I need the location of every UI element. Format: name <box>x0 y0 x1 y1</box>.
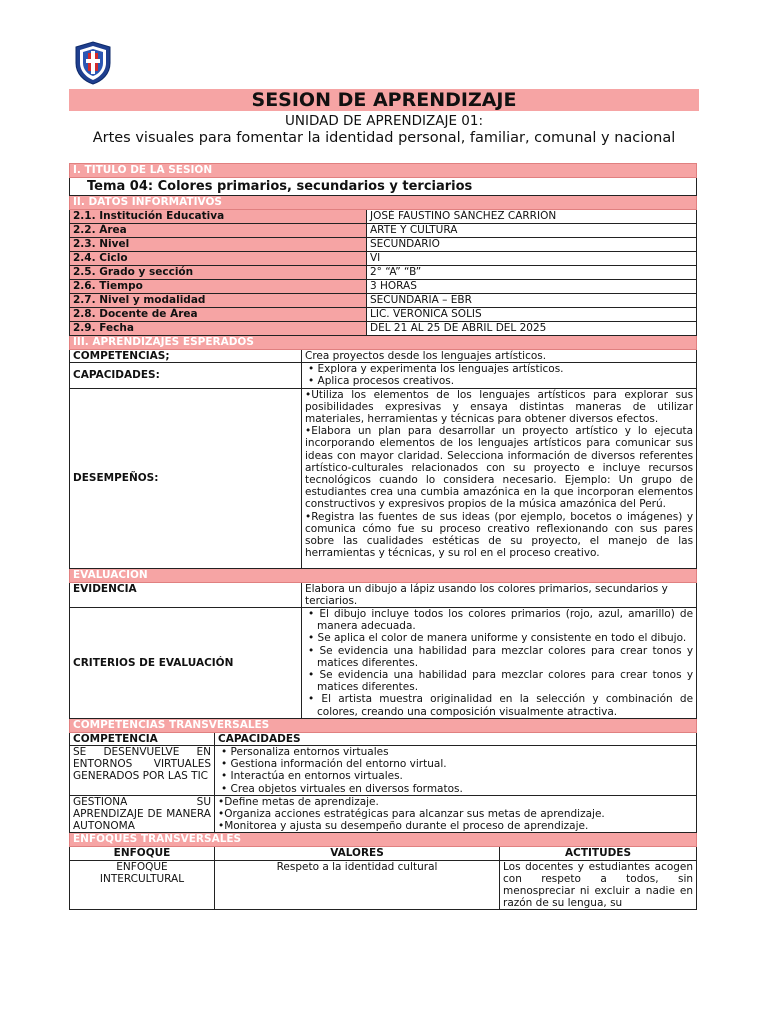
datos-value: 2° “A” “B” <box>367 266 697 280</box>
transversal-competencia: SE DESENVUELVE EN ENTORNOS VIRTUALES GENERADOS POR LAS TIC <box>70 746 215 796</box>
transversal-capacidad-item: • Gestiona información del entorno virtual. <box>221 758 447 771</box>
page-title: SESION DE APRENDIZAJE <box>251 89 517 111</box>
desempeno-item: •Registra las fuentes de sus ideas (por ejemplo, bocetos o imágenes) y comunica cómo fue su proceso creativo reflexionando con sus pares sobre las cualidades estéticas de su proyecto, el manejo de las herramientas y técnicas, y su rol en el proceso creativo. <box>305 510 694 560</box>
datos-row <box>70 280 697 294</box>
datos-value: ARTE Y CULTURA <box>367 224 697 238</box>
enfoque-row <box>70 860 697 910</box>
transversal-capacidad-item: • Crea objetos virtuales en diversos formatos. <box>221 782 463 795</box>
datos-row <box>70 266 697 280</box>
criterios-label: CRITERIOS DE EVALUACIÓN <box>70 608 302 719</box>
datos-value: VI <box>367 252 697 266</box>
session-table <box>69 163 697 910</box>
school-shield-logo <box>74 41 112 85</box>
unit-subtitle: Artes visuales para fomentar la identidad personal, familiar, comunal y nacional <box>92 130 676 146</box>
competencias-value: Crea proyectos desde los lenguajes artísticos. <box>302 350 697 363</box>
datos-label: 2.4. Ciclo <box>70 252 367 266</box>
datos-label: 2.6. Tiempo <box>70 280 367 294</box>
datos-value: JOSÉ FAUSTINO SÁNCHEZ CARRIÓN <box>367 210 697 224</box>
datos-row <box>70 210 697 224</box>
transversal-capacidad-item: •Organiza acciones estratégicas para alcanzar sus metas de aprendizaje. <box>218 808 605 821</box>
datos-label: 2.9. Fecha <box>70 322 367 336</box>
transversal-capacidades <box>215 746 697 796</box>
capacidad-item: • Explora y experimenta los lenguajes artísticos. <box>308 363 564 376</box>
transversal-row <box>70 746 697 796</box>
capacidades-column-header: CAPACIDADES <box>215 732 697 745</box>
criterio-item: • El artista muestra originalidad en la selección y combinación de colores, creando una composición visualmente atractiva. <box>308 693 694 718</box>
datos-row <box>70 308 697 322</box>
datos-label: 2.8. Docente de Área <box>70 308 367 322</box>
enfoque-actitudes: Los docentes y estudiantes acogen con respeto a todos, sin menospreciar ni excluir a nadie en razón de su lengua, su <box>500 860 697 910</box>
desempenos-label: DESEMPEÑOS: <box>70 388 302 568</box>
datos-label: 2.5. Grado y sección <box>70 266 367 280</box>
datos-value: LIC. VERÓNICA SOLIS <box>367 308 697 322</box>
section-evaluacion-header: EVALUACION <box>70 568 697 582</box>
section-enfoques-header: ENFOQUES TRANSVERSALES <box>70 833 697 847</box>
transversal-row <box>70 795 697 833</box>
transversal-capacidad-item: • Interactúa en entornos virtuales. <box>221 770 403 783</box>
section-datos-header: II. DATOS INFORMATIVOS <box>70 196 697 210</box>
transversal-capacidad-item: •Monitorea y ajusta su desempeño durante el proceso de aprendizaje. <box>218 820 589 833</box>
desempenos-list <box>302 388 697 568</box>
enfoque-column-header: ENFOQUE <box>70 847 215 860</box>
capacidad-item: • Aplica procesos creativos. <box>308 375 455 388</box>
datos-row <box>70 252 697 266</box>
valores-column-header: VALORES <box>215 847 500 860</box>
datos-label: 2.1. Institución Educativa <box>70 210 367 224</box>
criterio-item: • Se evidencia una habilidad para mezclar colores para crear tonos y matices diferentes. <box>308 669 694 694</box>
datos-label: 2.3. Nivel <box>70 238 367 252</box>
actitudes-column-header: ACTITUDES <box>500 847 697 860</box>
evidencia-value: Elabora un dibujo a lápiz usando los colores primarios, secundarios y terciarios. <box>302 582 697 607</box>
datos-label: 2.2. Área <box>70 224 367 238</box>
criterio-item: • El dibujo incluye todos los colores primarios (rojo, azul, amarillo) de manera adecuada. <box>308 608 694 633</box>
capacidades-list <box>302 363 697 388</box>
evidencia-label: EVIDENCIA <box>70 582 302 607</box>
section-transversales-header: COMPETENCIAS TRANSVERSALES <box>70 718 697 732</box>
unit-heading: UNIDAD DE APRENDIZAJE 01: <box>284 113 484 129</box>
transversal-capacidades <box>215 795 697 833</box>
desempeno-item: •Elabora un plan para desarrollar un proyecto artístico y lo ejecuta incorporando elementos de los lenguajes artísticos para comunicar sus ideas con mayor claridad. Selecciona información de diversos referentes artístico-culturales relacionados con su proyecto e incluye recursos tecnológicos cuando lo considera necesario. Ejemplo: Un grupo de estudiantes crea una cumbia amazónica en la que incorporan elementos constructivos y expresivos propios de la música amazónica del Perú. <box>305 425 694 511</box>
enfoque-valores: Respeto a la identidad cultural <box>215 860 500 910</box>
competencia-column-header: COMPETENCIA <box>70 732 215 745</box>
datos-value: SECUNDARIO <box>367 238 697 252</box>
datos-row <box>70 224 697 238</box>
section-title-header: I. TITULO DE LA SESIÓN <box>70 164 697 178</box>
transversal-competencia: GESTIONA SU APRENDIZAJE DE MANERA AUTONOMA <box>70 795 215 833</box>
desempeno-item: •Utiliza los elementos de los lenguajes artísticos para explorar sus posibilidades expresivas y ensaya distintas maneras de utilizar materiales, herramientas y técnicas para obtener diversos efectos. <box>305 388 694 426</box>
transversal-capacidad-item: •Define metas de aprendizaje. <box>218 795 379 808</box>
competencias-label: COMPETENCIAS; <box>70 350 302 363</box>
enfoque-name: ENFOQUE INTERCULTURAL <box>70 860 215 910</box>
section-aprendizajes-header: III. APRENDIZAJES ESPERADOS <box>70 336 697 350</box>
capacidades-label: CAPACIDADES: <box>70 363 302 388</box>
datos-row <box>70 238 697 252</box>
criterios-list <box>302 608 697 719</box>
datos-value: 3 HORAS <box>367 280 697 294</box>
transversal-capacidad-item: • Personaliza entornos virtuales <box>221 746 389 759</box>
criterio-item: • Se evidencia una habilidad para mezclar colores para crear tonos y matices diferentes. <box>308 644 694 669</box>
session-theme: Tema 04: Colores primarios, secundarios y terciarios <box>70 178 697 196</box>
datos-value: DEL 21 AL 25 DE ABRIL DEL 2025 <box>367 322 697 336</box>
datos-value: SECUNDARIA – EBR <box>367 294 697 308</box>
datos-row <box>70 322 697 336</box>
datos-label: 2.7. Nivel y modalidad <box>70 294 367 308</box>
datos-row <box>70 294 697 308</box>
criterio-item: • Se aplica el color de manera uniforme y consistente en todo el dibujo. <box>308 632 687 645</box>
